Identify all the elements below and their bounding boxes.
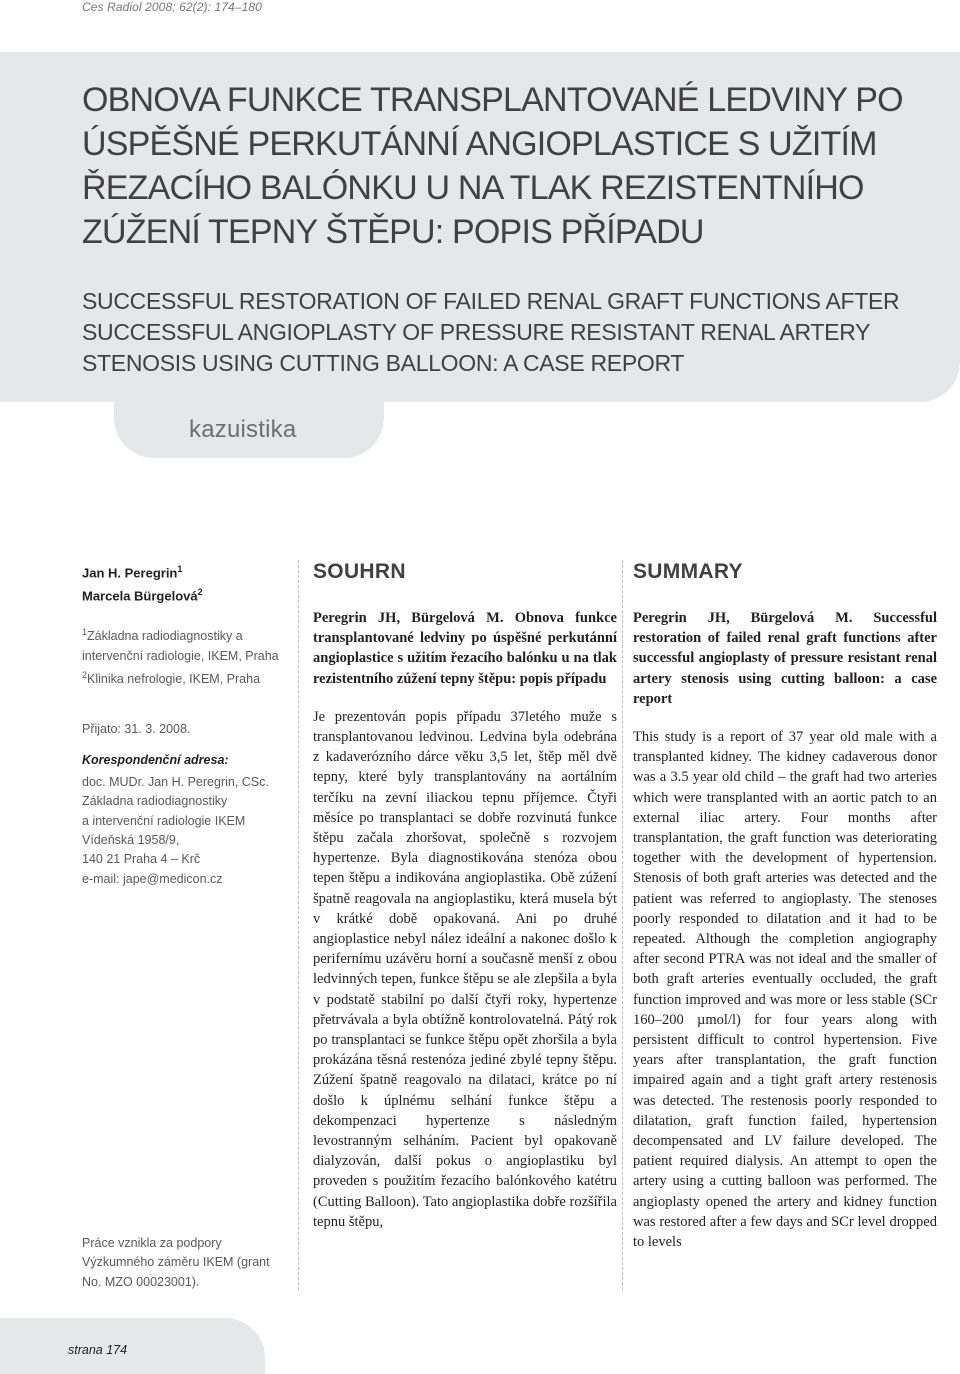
affiliation-text: Základna radiodiagnostiky a intervenční radiologie, IKEM, Praha <box>82 629 279 664</box>
author-affiliation-mark: 1 <box>177 564 183 574</box>
affiliation-text: Klinika nefrologie, IKEM, Praha <box>87 672 261 687</box>
souhrn-heading: SOUHRN <box>313 560 406 583</box>
summary-heading: SUMMARY <box>633 560 743 583</box>
column-divider <box>298 560 299 1290</box>
correspondence-line: 140 21 Praha 4 – Krč <box>82 852 201 867</box>
received-date: Přijato: 31. 3. 2008. <box>82 722 191 736</box>
souhrn-column <box>313 560 617 1232</box>
affiliation-mark: 2 <box>82 670 88 681</box>
correspondence-line: a intervenční radiologie IKEM <box>82 813 246 828</box>
author-name: Marcela Bürgelová <box>82 588 198 604</box>
correspondence-heading: Korespondenční adresa: <box>82 753 229 768</box>
column-divider <box>622 560 623 1290</box>
affiliations <box>82 623 292 690</box>
journal-citation: Ces Radiol 2008; 62(2): 174–180 <box>82 0 262 14</box>
author-list <box>82 560 292 605</box>
correspondence-line: Vídeňská 1958/9, <box>82 833 180 848</box>
affiliation-mark: 1 <box>82 627 88 638</box>
author-affiliation-mark: 2 <box>197 586 203 597</box>
article-title-czech: OBNOVA FUNKCE TRANSPLANTOVANÉ LEDVINY PO ÚSPĚŠNÉ PERKUTÁNNÍ ANGIOPLASTICE S UŽITÍM ŘEZACÍHO BALÓNKU U NA TLAK REZISTENTNÍHO ZÚŽENÍ TEPNY ŠTĚPU: POPIS PŘÍPADU <box>82 81 903 251</box>
page-number-box <box>0 1318 265 1374</box>
author-name: Jan H. Peregrin <box>82 565 178 581</box>
souhrn-body: Je prezentován popis případu 37letého muže s transplantovanou ledvinou. Ledvina byla odebrána z kadaverózního dárce věku 3,5 let, štěp měl dvě tepny, které byly transplantovány na aortálním terčíku na zevní iliackou tepnu příjemce. Čtyři měsíce po transplantaci se dobře rozvinutá funkce štěpu začala zhoršovat, společně s rozvojem hypertenze. Byla diagnostikována stenóza obou tepen štěpu a indikována angioplastika. Obě zúžení špatně reagovala na angioplastiku, která musela být v krátké době opakovaná. Ani po druhé angioplastice nebyl nález ideální a nakonec došlo k perifernímu uzávěru horní a současně menší z obou ledvinných tepen, funkce štěpu se ale zlepšila a byla v podstatě stabilní po další čtyři roky, hypertenze přetrvávala a byla obtížně kontrolovatelná. Pátý rok po transplantaci se funkce štěpu opět zhoršila a byla prokázána těsná restenóza jediné zbylé tepny štěpu. Zúžení špatně reagovalo na dilataci, krátce po ní došlo k úplnému selhání funkce štěpu a dekompenzaci hypertenze s následným levostranným selháním. Pacient byl opakovaně dialyzován, další pokus o angioplastiku byl proveden s použitím řezacího balónkového katétru (Cutting Balloon). Tato angioplastika dobře rozšířila tepnu štěpu, <box>313 708 617 1230</box>
correspondence-line: doc. MUDr. Jan H. Peregrin, CSc. <box>82 774 269 789</box>
summary-body: This study is a report of 37 year old male with a transplanted kidney. The kidney cadaverous donor was a 3.5 year old child – the graft had two arteries which were transplanted with an aortic patch to an external iliac artery. Four months after transplantation, the graft function was deteriorating together with the development of hypertension. Stenosis of both graft arteries was detected and the patient was referred to angioplasty. The stenoses poorly responded to dilatation and it had to be repeated. Although the completion angiography after second PTRA was not ideal and the smaller of both graft arteries eventually occluded, the graft function improved and was more or less stable (SCr 160–200 µmol/l) for four years along with persistent difficult to control hypertension. Five years after transplantation, the graft function impaired again and a tight graft artery restenosis was detected. The restenosis poorly responded to dilatation, graft function failed, hypertension decompensated and LV failure developed. The patient required dialysis. An attempt to open the artery using a cutting balloon was performed. The angioplasty opened the artery and kidney function was restored after a few days and SCr level dropped to levels <box>633 729 937 1251</box>
category-label: kazuistika <box>189 416 297 443</box>
correspondence-email[interactable]: e-mail: jape@medicon.cz <box>82 871 223 886</box>
summary-column <box>633 560 937 1252</box>
author-info-column <box>82 560 292 889</box>
correspondence-line: Základna radiodiagnostiky <box>82 794 228 809</box>
category-tab <box>114 396 384 458</box>
grant-support-note: Práce vznikla za podpory Výzkumného záměru IKEM (grant No. MZO 00023001). <box>82 1236 270 1289</box>
page-number: strana 174 <box>68 1343 128 1357</box>
article-title-english: SUCCESSFUL RESTORATION OF FAILED RENAL GRAFT FUNCTIONS AFTER SUCCESSFUL ANGIOPLASTY OF PRESSURE RESISTANT RENAL ARTERY STENOSIS USING CUTTING BALLOON: A CASE REPORT <box>82 288 900 376</box>
souhrn-reference: Peregrin JH, Bürgelová M. Obnova funkce transplantované ledviny po úspěšné perkutánní angioplastice s užitím řezacího balónku u na tlak rezistentního zúžení tepny štěpu: popis případu <box>313 610 617 687</box>
summary-reference: Peregrin JH, Bürgelová M. Successful restoration of failed renal graft functions after successful angioplasty of pressure resistant renal artery stenosis using cutting balloon: a case report <box>633 610 937 707</box>
